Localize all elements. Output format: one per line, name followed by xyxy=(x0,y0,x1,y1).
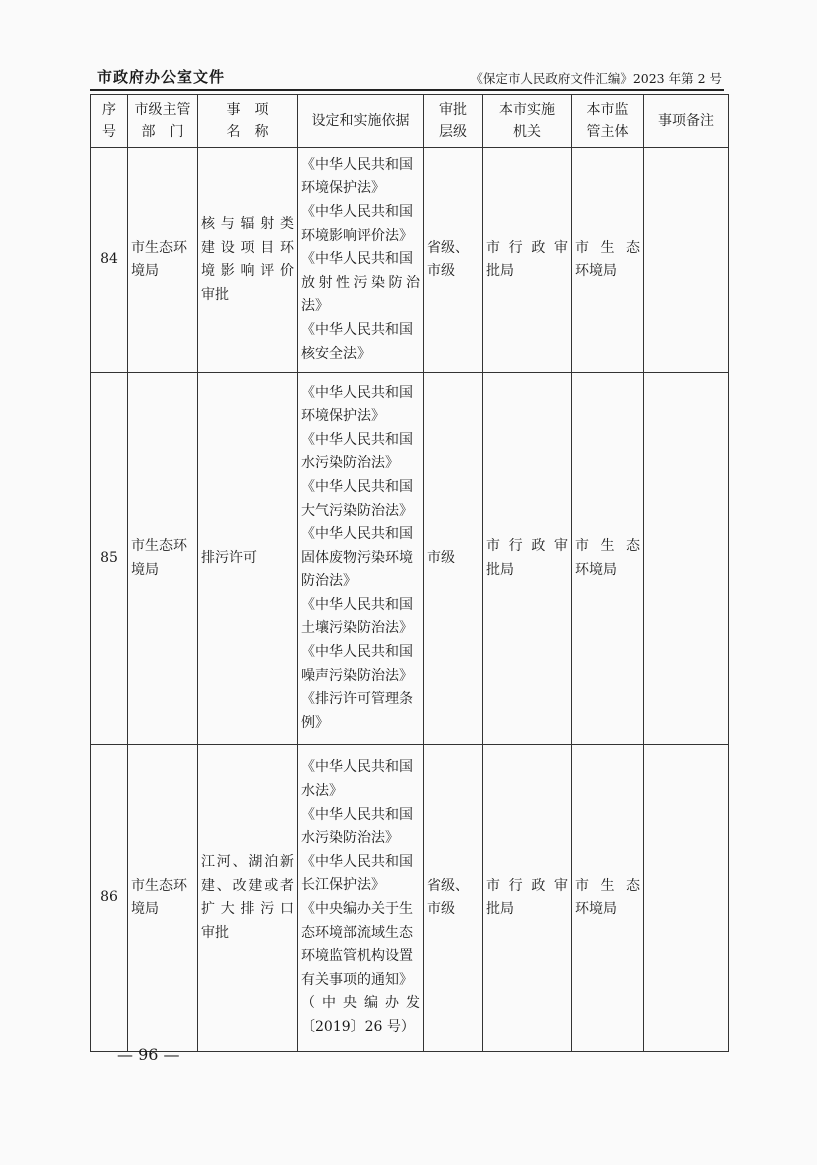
cell-basis: 《中华人民共和国 水法》 《中华人民共和国 水污染防治法》 《中华人民共和国 长江保护法》 《中央编办关于生 态环境部流域生态 环境监管机构设置 有关事项的通知》 （中央编办发 〔2019〕26 号） xyxy=(298,745,424,1052)
col-header-remark: 事项备注 xyxy=(644,95,729,148)
approval-items-table xyxy=(90,94,729,1052)
cell-seq: 85 xyxy=(91,373,128,745)
cell-dept: 市生态环 境局 xyxy=(128,373,198,745)
cell-level: 市级 xyxy=(424,373,483,745)
cell-agency: 市行政审 批局 xyxy=(483,373,572,745)
cell-supervisor: 市生态 环境局 xyxy=(572,373,644,745)
cell-basis: 《中华人民共和国 环境保护法》 《中华人民共和国 水污染防治法》 《中华人民共和国 大气污染防治法》 《中华人民共和国 固体废物污染环境 防治法》 《中华人民共和国 土壤污染防治法》 《中华人民共和国 噪声污染防治法》 《排污许可管理条 例》 xyxy=(298,373,424,745)
table-row xyxy=(91,745,729,1052)
cell-item-name: 排污许可 xyxy=(198,373,298,745)
cell-agency: 市行政审 批局 xyxy=(483,148,572,373)
page-number: — 96 — xyxy=(117,1045,180,1064)
cell-basis: 《中华人民共和国 环境保护法》 《中华人民共和国 环境影响评价法》 《中华人民共和国 放射性污染防治 法》 《中华人民共和国 核安全法》 xyxy=(298,148,424,373)
col-header-level: 审批 层级 xyxy=(424,95,483,148)
col-header-name: 事 项 名 称 xyxy=(198,95,298,148)
cell-supervisor: 市生态 环境局 xyxy=(572,745,644,1052)
col-header-dept: 市级主管 部 门 xyxy=(128,95,198,148)
cell-level: 省级、 市级 xyxy=(424,745,483,1052)
col-header-supervisor: 本市监 管主体 xyxy=(572,95,644,148)
cell-seq: 84 xyxy=(91,148,128,373)
table-row xyxy=(91,148,729,373)
cell-item-name: 核与辐射类 建设项目环 境影响评价 审批 xyxy=(198,148,298,373)
cell-supervisor: 市生态 环境局 xyxy=(572,148,644,373)
cell-remark xyxy=(644,373,729,745)
cell-item-name: 江河、湖泊新 建、改建或者 扩大排污口 审批 xyxy=(198,745,298,1052)
cell-agency: 市行政审 批局 xyxy=(483,745,572,1052)
header-left: 市政府办公室文件 xyxy=(97,68,226,86)
header-rule xyxy=(90,89,724,91)
col-header-seq: 序 号 xyxy=(91,95,128,148)
col-header-basis: 设定和实施依据 xyxy=(298,95,424,148)
header-right: 《保定市人民政府文件汇编》2023 年第 2 号 xyxy=(470,71,722,86)
cell-dept: 市生态环 境局 xyxy=(128,745,198,1052)
cell-remark xyxy=(644,148,729,373)
cell-level: 省级、 市级 xyxy=(424,148,483,373)
table-header-row xyxy=(91,95,729,148)
cell-remark xyxy=(644,745,729,1052)
table-row xyxy=(91,373,729,745)
col-header-agency: 本市实施 机关 xyxy=(483,95,572,148)
cell-seq: 86 xyxy=(91,745,128,1052)
cell-dept: 市生态环 境局 xyxy=(128,148,198,373)
